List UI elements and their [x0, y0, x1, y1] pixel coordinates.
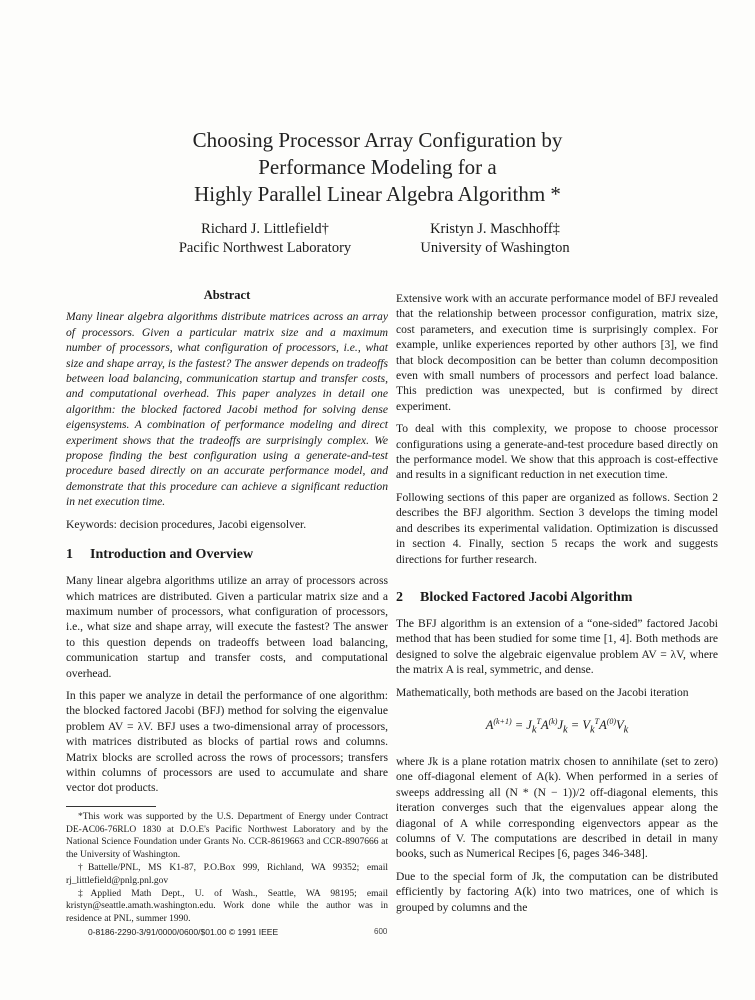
author-name: Richard J. Littlefield†	[201, 221, 329, 237]
footnotes	[66, 811, 388, 926]
title-line: Highly Parallel Linear Algebra Algorithm *	[194, 182, 561, 206]
footnote: †Battelle/PNL, MS K1-87, P.O.Box 999, Richland, WA 99352; email rj_littlefield@pnlg.pnl.gov	[66, 862, 388, 886]
title-line: Performance Modeling for a	[258, 155, 497, 179]
paper-title	[100, 127, 655, 208]
abstract-heading: Abstract	[203, 288, 251, 302]
title-line: Choosing Processor Array Configuration by	[192, 128, 563, 152]
author-1	[150, 220, 380, 258]
paragraph: The BFJ algorithm is an extension of a “one-sided” factored Jacobi method that has been studied for some time [1, 4]. Both methods are designed to solve the algebraic eigenvalue problem AV = λV, where the matrix A is real, symmetric, and dense.	[396, 616, 718, 677]
paragraph: Many linear algebra algorithms utilize an array of processors across which matrices are distributed. Given a particular matrix size and a maximum number of processors, what configuration of processors, i.e., what size and shape array, will execute the fastest? The answer to this question depends on tradeoffs between load balancing, communication startup and transfer costs, and computational overhead.	[66, 574, 388, 680]
jacobi-equation: $A^{(k+1)} = J_k^TA^{(k)}J_k = V_k^TA^{(0)}V_k$	[485, 716, 629, 736]
author-affiliation: University of Washington	[420, 240, 570, 256]
section-2-heading: 2 Blocked Factored Jacobi Algorithm	[396, 589, 633, 605]
left-column	[66, 288, 388, 926]
paragraph: where Jk is a plane rotation matrix chosen to annihilate (set to zero) one off-diagonal element of A(k). When performed in a series of sweeps addressing all (N * (N − 1))/2 off-diagonal elements, this iteration converges such that the eigenvalues appear along the diagonal of A while corresponding eigenvectors appear as the columns of V. The computations are described in detail in many books, such as Numerical Recipes [6, pages 346-348].	[396, 755, 718, 861]
paragraph: Due to the special form of Jk, the computation can be distributed efficiently by factoring A(k) into two matrices, one of which is grouped by columns and the	[396, 869, 718, 914]
author-block	[150, 220, 610, 258]
author-affiliation: Pacific Northwest Laboratory	[178, 240, 352, 256]
paragraph: Following sections of this paper are organized as follows. Section 2 describes the BFJ algorithm. Section 3 develops the timing model and describes its experimental validation. Optimization is discussed in section 4. Finally, section 5 recaps the work and suggests directions for further research.	[396, 490, 718, 566]
footnote-divider	[66, 806, 156, 807]
paragraph: To deal with this complexity, we propose to choose processor configurations using a generate-and-test procedure based directly on the performance model. We show that this approach is cost-effective and results in a significant reduction in net execution time.	[396, 422, 718, 482]
paragraph: Mathematically, both methods are based on the Jacobi iteration	[396, 685, 689, 699]
footnote: *This work was supported by the U.S. Department of Energy under Contract DE-AC06-76RLO 1830 at D.O.E's Pacific Northwest Laboratory and by the National Science Foundation under Grants No. CCR-8619663 and CCR-8907666 at the University of Washington.	[66, 811, 388, 861]
author-2	[380, 220, 610, 258]
abstract-text: Many linear algebra algorithms distribute matrices across an array of processors. Given a particular matrix size and a maximum number of processors, what configuration of processors, i.e., what size and shape array, is the fastest? The answer depends on tradeoffs between load balancing, communication startup and transfer costs, and computational overhead. This paper analyzes in detail one algorithm: the blocked factored Jacobi method for solving dense eigensystems. A combination of performance modeling and direct experiment shows that the tradeoffs are surprisingly complex. We propose finding the best configuration using a generate-and-test procedure based directly on an accurate performance model, and demonstrate that this procedure can achieve a significant reduction in net execution time.	[66, 310, 388, 509]
paragraph: Extensive work with an accurate performance model of BFJ revealed that the relationship between processor configuration, matrix size, cost parameters, and execution time is surprisingly complex. For example, unlike experiences reported by other authors [3], we find that block decomposition can be better than column decomposition even with small numbers of processors and perfect load balance. This prediction was unexpected, but is confirmed by direct experiment.	[396, 292, 718, 413]
copyright-line: 0-8186-2290-3/91/0000/0600/$01.00 © 1991 IEEE	[88, 927, 279, 937]
page-number: 600	[374, 927, 388, 936]
keywords: Keywords: decision procedures, Jacobi eigensolver.	[66, 517, 307, 531]
section-1-heading: 1 Introduction and Overview	[66, 547, 254, 563]
right-column	[396, 291, 718, 922]
footnote: ‡Applied Math Dept., U. of Wash., Seattle, WA 98195; email kristyn@seattle.amath.washington.edu. Work done while the author was in residence at PNL, summer 1990.	[66, 888, 388, 925]
author-name: Kristyn J. Maschhoff‡	[430, 221, 560, 237]
paragraph: In this paper we analyze in detail the performance of one algorithm: the blocked factored Jacobi (BFJ) method for solving the eigenvalue problem AV = λV. BFJ uses a two-dimensional array of processors, with matrices distributed as blocks of partial rows and columns. Matrix blocks are scrolled across the rows of processors; transfers within columns of processors are used to accumulate and share vector dot products.	[66, 688, 388, 795]
